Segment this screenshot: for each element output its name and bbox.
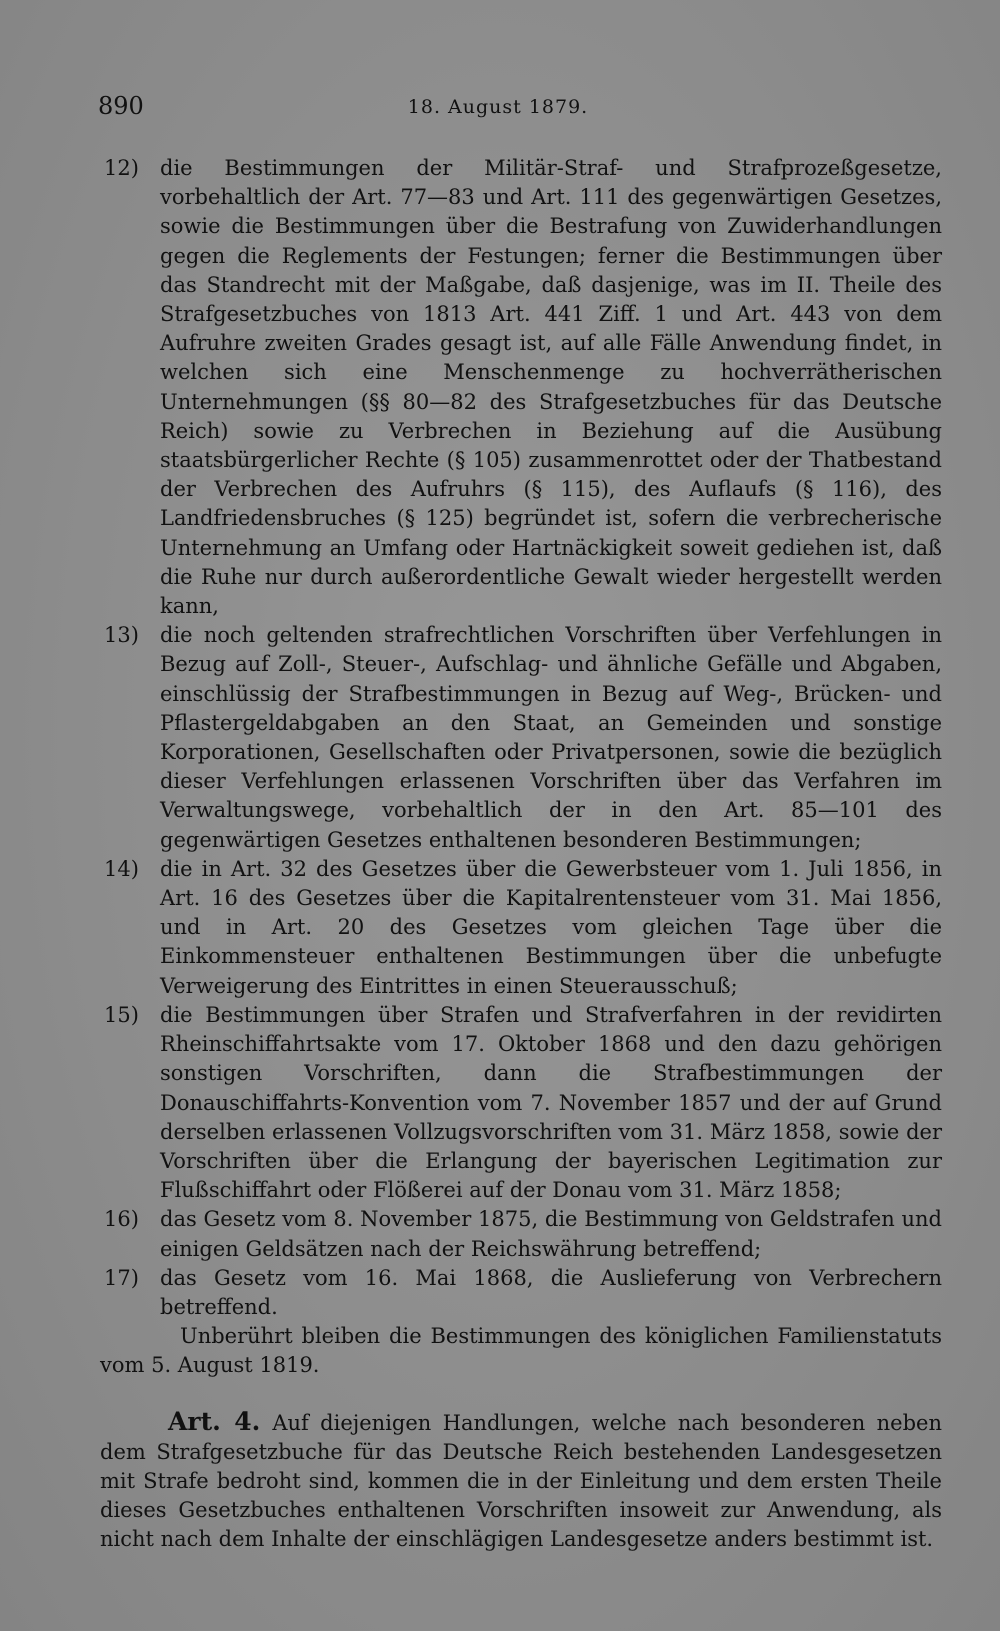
item-number: 15) [104,1002,139,1027]
closing-paragraph: Unberührt bleiben die Bestimmungen des königlichen Familienstatuts vom 5. August 1819. [100,1324,942,1378]
law-items-list [100,154,942,1576]
page-number: 890 [98,92,144,120]
item-number: 16) [104,1207,139,1232]
list-item-12 [100,154,942,621]
article-label: Art. 4. [168,1406,261,1436]
page-header [98,92,898,122]
item-number: 14) [104,856,139,881]
list-item-17 [100,1264,942,1322]
list-item-13 [100,621,942,855]
list-item-14 [100,855,942,1001]
item-text: das Gesetz vom 8. November 1875, die Bestimmung von Geldstrafen und einigen Geldsätzen nach der Reichswährung betreffend; [160,1207,942,1261]
item-number: 17) [104,1265,139,1290]
article-text: Auf diejenigen Handlungen, welche nach besonderen neben dem Strafgesetzbuche für das Deutsche Reich bestehenden Landesgesetzen mit Strafe bedroht sind, kommen die in der Einleitung und dem ersten Theile dieses Gesetzbuches enthaltenen Vorschriften insoweit zur Anwendung, als nicht nach dem Inhalte der einschlägigen Landesgesetze anders bestimmt ist. [100,1410,942,1552]
list-item-15 [100,1001,942,1205]
item-number: 13) [104,623,139,648]
article-4-paragraph [100,1407,942,1555]
item-text: die Bestimmungen über Strafen und Strafverfahren in der revidirten Rheinschiffahrtsakte vom 17. Oktober 1868 und den dazu gehörigen sonstigen Vorschriften, dann die Strafbestimmungen der Donauschiffahrts-Konvention vom 7. November 1857 und der auf Grund derselben erlassenen Vollzugsvorschriften vom 31. März 1858, sowie der Vorschriften über die Erlangung der bayerischen Legitimation zur Flußschiffahrt oder Flößerei auf der Donau vom 31. März 1858; [160,1002,942,1203]
item-text: die Bestimmungen der Militär-Straf- und Strafprozeßgesetze, vorbehaltlich der Art. 77—83 und Art. 111 des gegenwärtigen Gesetzes, sowie die Bestimmungen über die Bestrafung von Zuwiderhandlungen gegen die Reglements der Festungen; ferner die Bestimmungen über das Standrecht mit der Maßgabe, daß dasjenige, was im II. Theile des Strafgesetzbuches von 1813 Art. 441 Ziff. 1 und Art. 443 von dem Aufruhre zweiten Grades gesagt ist, auf alle Fälle Anwendung findet, in welchen sich eine Menschenmenge zu hochverrätherischen Unternehmungen (§§ 80—82 des Strafgesetzbuches für das Deutsche Reich) sowie zu Verbrechen in Beziehung auf die Ausübung staatsbürgerlicher Rechte (§ 105) zusammenrottet oder der Thatbestand der Verbrechen des Aufruhrs (§ 115), des Auflaufs (§ 116), des Landfriedensbruches (§ 125) begründet ist, sofern die verbrecherische Unternehmung an Umfang oder Hartnäckigkeit soweit gediehen ist, daß die Ruhe nur durch außerordentliche Gewalt wieder hergestellt werden kann, [160,156,942,619]
item-text: die in Art. 32 des Gesetzes über die Gewerbsteuer vom 1. Juli 1856, in Art. 16 des Gesetzes über die Kapitalrentensteuer vom 31. Mai 1856, und in Art. 20 des Gesetzes vom gleichen Tage über die Einkommensteuer enthaltenen Bestimmungen über die unbefugte Verweigerung des Eintrittes in einen Steuerausschuß; [160,856,942,998]
list-item-16 [100,1205,942,1263]
item-text: die noch geltenden strafrechtlichen Vorschriften über Verfehlungen in Bezug auf Zoll-, Steuer-, Aufschlag- und ähnliche Gefälle und Abgaben, einschlüssig der Strafbestimmungen in Bezug auf Weg-, Brücken- und Pflastergeldabgaben an den Staat, an Gemeinden und sonstige Korporationen, Gesellschaften oder Privatpersonen, sowie die bezüglich dieser Verfehlungen erlassenen Vorschriften über das Verfahren im Verwaltungswege, vorbehaltlich der in den Art. 85—101 des gegenwärtigen Gesetzes enthaltenen besonderen Bestimmungen; [160,623,942,852]
item-number: 12) [104,156,139,180]
item-text: das Gesetz vom 16. Mai 1868, die Auslieferung von Verbrechern betreffend. [160,1265,942,1319]
page-date: 18. August 1879. [407,96,589,118]
